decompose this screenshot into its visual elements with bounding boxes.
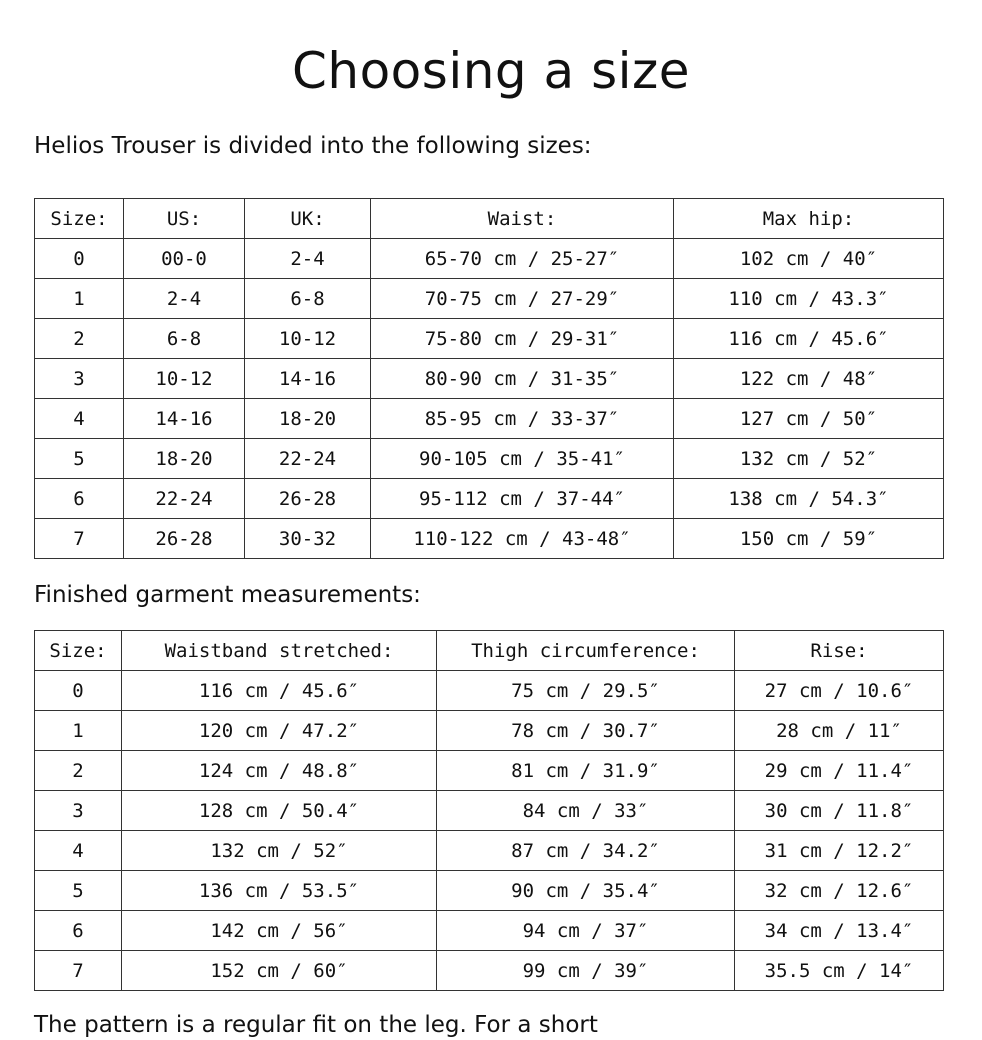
measurements-table-row-cell: 75 cm / 29.5″ [437,671,735,711]
size-table-row-cell: 1 [35,279,124,319]
size-table-row [35,479,944,519]
size-table-row [35,519,944,559]
measurements-table-row-cell: 0 [35,671,122,711]
measurements-table-row-cell: 128 cm / 50.4″ [122,791,437,831]
bottom-text: The pattern is a regular fit on the leg. For a short [34,1012,598,1038]
measurements-table-row-cell: 87 cm / 34.2″ [437,831,735,871]
measurements-table-row-cell: 1 [35,711,122,751]
size-table-row-cell: 116 cm / 45.6″ [674,319,944,359]
size-table-row [35,319,944,359]
size-table-row-cell: 110 cm / 43.3″ [674,279,944,319]
size-table-header: Waist: [371,199,674,239]
size-table-row-cell: 22-24 [245,439,371,479]
size-table-row-cell: 4 [35,399,124,439]
size-table-row-cell: 70-75 cm / 27-29″ [371,279,674,319]
measurements-table-row-cell: 142 cm / 56″ [122,911,437,951]
page-title: Choosing a size [291,42,691,100]
measurements-table-row-cell: 29 cm / 11.4″ [735,751,944,791]
measurements-table-row-cell: 4 [35,831,122,871]
measurements-table-row [35,831,944,871]
size-table-row-cell: 122 cm / 48″ [674,359,944,399]
size-table-row-cell: 6-8 [124,319,245,359]
size-table-row-cell: 150 cm / 59″ [674,519,944,559]
size-table-header: US: [124,199,245,239]
measurements-table-row-cell: 32 cm / 12.6″ [735,871,944,911]
size-table-header: Max hip: [674,199,944,239]
size-table-row-cell: 0 [35,239,124,279]
size-table-row-cell: 2 [35,319,124,359]
measurements-table-row [35,711,944,751]
size-table-row-cell: 10-12 [124,359,245,399]
size-table-row-cell: 18-20 [124,439,245,479]
size-table-row-cell: 26-28 [245,479,371,519]
size-table-row-cell: 7 [35,519,124,559]
size-table-row [35,359,944,399]
measurements-table-header-row [35,631,944,671]
measurements-table-row-cell: 7 [35,951,122,991]
size-table-row-cell: 14-16 [124,399,245,439]
size-table-header-row [35,199,944,239]
size-table-row-cell: 65-70 cm / 25-27″ [371,239,674,279]
size-table-row-cell: 80-90 cm / 31-35″ [371,359,674,399]
measurements-table [34,630,944,991]
measurements-table-row-cell: 6 [35,911,122,951]
measurements-table-row-cell: 136 cm / 53.5″ [122,871,437,911]
measurements-table-header: Size: [35,631,122,671]
measurements-table-row-cell: 2 [35,751,122,791]
intro-text: Helios Trouser is divided into the following sizes: [34,133,592,159]
size-table-row [35,279,944,319]
measurements-table-row [35,751,944,791]
size-table-row-cell: 138 cm / 54.3″ [674,479,944,519]
measurements-table-row [35,911,944,951]
measurements-table-row-cell: 31 cm / 12.2″ [735,831,944,871]
measurements-table-row-cell: 116 cm / 45.6″ [122,671,437,711]
measurements-table-row [35,871,944,911]
size-table-row [35,239,944,279]
size-table-row-cell: 3 [35,359,124,399]
size-table-row-cell: 110-122 cm / 43-48″ [371,519,674,559]
size-table-row-cell: 30-32 [245,519,371,559]
size-table-header: Size: [35,199,124,239]
measurements-table-header: Thigh circumference: [437,631,735,671]
measurements-table-row-cell: 34 cm / 13.4″ [735,911,944,951]
size-table-row-cell: 6 [35,479,124,519]
size-table-row-cell: 00-0 [124,239,245,279]
measurements-table-row-cell: 81 cm / 31.9″ [437,751,735,791]
size-table-row-cell: 85-95 cm / 33-37″ [371,399,674,439]
measurements-table-row-cell: 35.5 cm / 14″ [735,951,944,991]
size-table-row-cell: 2-4 [124,279,245,319]
measurements-table-row-cell: 30 cm / 11.8″ [735,791,944,831]
size-table-row-cell: 10-12 [245,319,371,359]
size-table-row-cell: 132 cm / 52″ [674,439,944,479]
measurements-table-row-cell: 124 cm / 48.8″ [122,751,437,791]
size-table-row-cell: 75-80 cm / 29-31″ [371,319,674,359]
measurements-table-header: Rise: [735,631,944,671]
size-table-row-cell: 90-105 cm / 35-41″ [371,439,674,479]
size-table-row-cell: 6-8 [245,279,371,319]
measurements-table-row [35,671,944,711]
measurements-table-row-cell: 120 cm / 47.2″ [122,711,437,751]
measurements-table-header: Waistband stretched: [122,631,437,671]
size-table-row-cell: 2-4 [245,239,371,279]
measurements-table-row-cell: 99 cm / 39″ [437,951,735,991]
size-table-row-cell: 26-28 [124,519,245,559]
measurements-table-row-cell: 94 cm / 37″ [437,911,735,951]
size-table-row [35,439,944,479]
measurements-table-row-cell: 90 cm / 35.4″ [437,871,735,911]
size-table-header: UK: [245,199,371,239]
size-table [34,198,944,559]
size-table-row [35,399,944,439]
measurements-table-row [35,951,944,991]
measurements-table-row [35,791,944,831]
measurements-table-row-cell: 78 cm / 30.7″ [437,711,735,751]
measurements-table-row-cell: 3 [35,791,122,831]
size-table-row-cell: 5 [35,439,124,479]
measurements-table-row-cell: 84 cm / 33″ [437,791,735,831]
measurements-label: Finished garment measurements: [34,582,421,608]
measurements-table-row-cell: 152 cm / 60″ [122,951,437,991]
size-table-row-cell: 18-20 [245,399,371,439]
measurements-table-row-cell: 27 cm / 10.6″ [735,671,944,711]
size-table-row-cell: 14-16 [245,359,371,399]
size-table-row-cell: 95-112 cm / 37-44″ [371,479,674,519]
size-table-row-cell: 127 cm / 50″ [674,399,944,439]
size-table-row-cell: 22-24 [124,479,245,519]
measurements-table-row-cell: 5 [35,871,122,911]
size-table-row-cell: 102 cm / 40″ [674,239,944,279]
measurements-table-row-cell: 28 cm / 11″ [735,711,944,751]
measurements-table-row-cell: 132 cm / 52″ [122,831,437,871]
